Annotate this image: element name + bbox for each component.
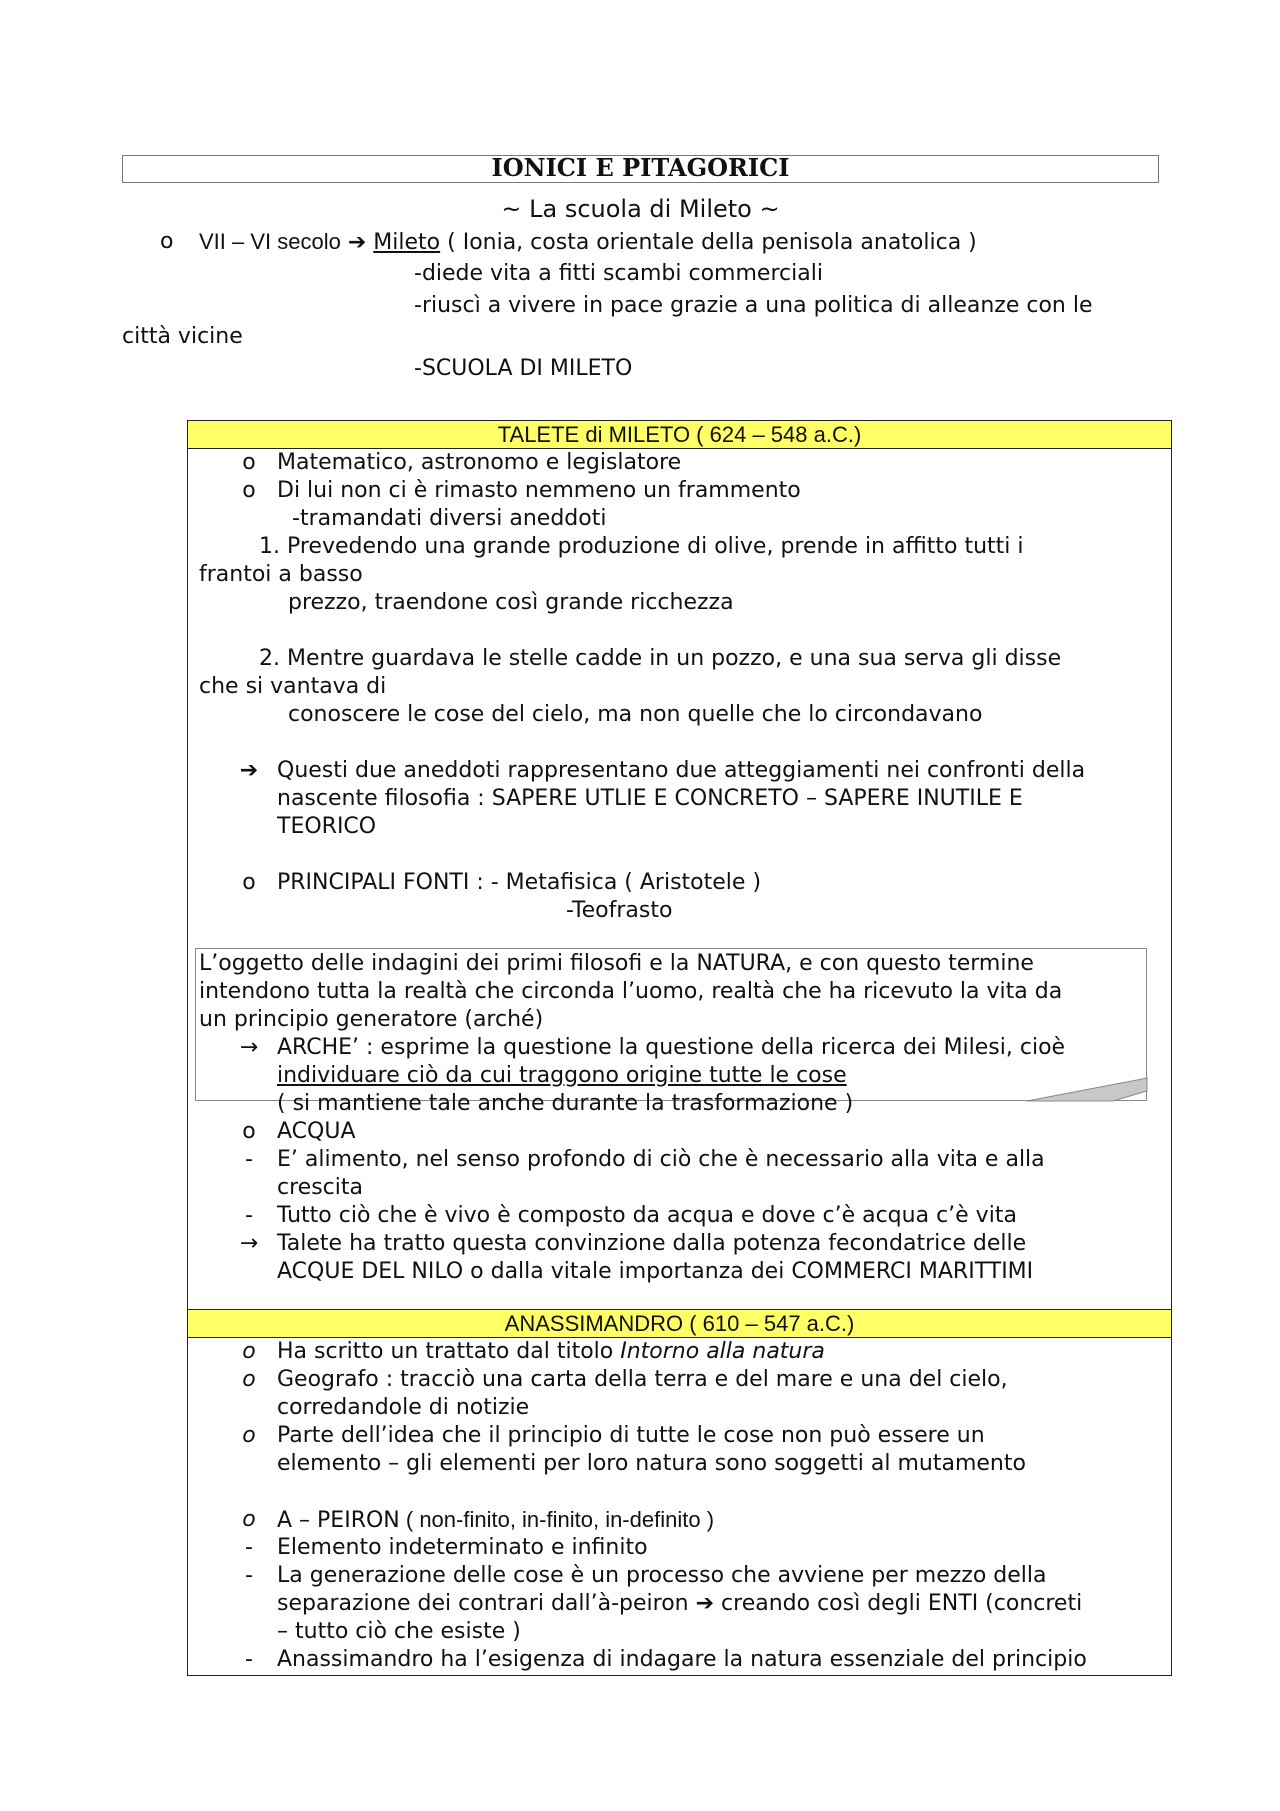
bullet: o [242,1507,256,1532]
intro-line2-wrap: città vicine [122,324,243,349]
anax-b4 [277,1506,714,1535]
intro-line3: -SCUOLA DI MILETO [414,356,633,381]
bullet: o [242,870,256,895]
anax-b3-l2: elemento – gli elementi per loro natura sono soggetti al mutamento [277,1451,1026,1476]
talete-b2-sub: -tramandati diversi aneddoti [292,506,607,531]
anecdote1-l1: 1. Prevedendo una grande produzione di olive, prende in affitto tutti i [259,534,1024,559]
dash: - [245,1203,253,1228]
arche-l2: individuare ciò da cui traggono origine tutte le cose [277,1063,847,1088]
bullet: o [242,478,256,503]
anax-b2-l2: corredandole di notizie [277,1395,530,1420]
note-l2: intendono tutta la realtà che circonda l’uomo, realtà che ha ricevuto la vita da [199,979,1063,1004]
anecdote2-l2: che si vantava di [199,674,387,699]
anax-d2-l3: – tutto ciò che esiste ) [277,1619,521,1644]
bullet: o [242,1423,256,1448]
anax-d2-l2-prefix: separazione dei contrari dall’à-peiron [277,1591,696,1616]
acqua-d2: Tutto ciò che è vivo è composto da acqua e dove c’è acqua c’è vita [277,1203,1017,1228]
subtitle: ~ La scuola di Mileto ~ [501,195,780,223]
intro-line1: -diede vita a fitti scambi commerciali [414,261,823,286]
anassimandro-header: ANASSIMANDRO ( 610 – 547 a.C.) [188,1310,1171,1338]
intro-period: VII – VI secolo [199,229,341,254]
anax-d2-l2-suffix: creando così degli ENTI (concreti [714,1591,1083,1616]
talete-header: TALETE di MILETO ( 624 – 548 a.C.) [188,421,1171,449]
conclusion-l3: TEORICO [277,814,377,839]
arrow-icon: ➔ [239,758,259,783]
talete-b1: Matematico, astronomo e legislatore [277,450,682,475]
arche-l3: ( si mantiene tale anche durante la trasformazione ) [277,1091,854,1116]
anax-d1: Elemento indeterminato e infinito [277,1535,648,1560]
arche-l1: ARCHE’ : esprime la questione la questione della ricerca dei Milesi, cioè [277,1035,1066,1060]
right-arrow-icon: → [239,1231,259,1256]
anecdote2-l1: 2. Mentre guardava le stelle cadde in un pozzo, e una sua serva gli disse [259,646,1062,671]
conclusion-l1: Questi due aneddoti rappresentano due atteggiamenti nei confronti della [277,758,1086,783]
note-fold-icon [1025,1076,1150,1103]
intro-bullet: o [160,229,174,254]
page-title: IONICI E PITAGORICI [491,153,790,182]
intro-city: Mileto [373,230,441,255]
dash: - [245,1147,253,1172]
bullet: o [242,450,256,475]
acqua-r-l1: Talete ha tratto questa convinzione dalla potenza fecondatrice delle [277,1231,1027,1256]
bullet: o [242,1339,256,1364]
anax-d2-l1: La generazione delle cose è un processo che avviene per mezzo della [277,1563,1047,1588]
acqua: ACQUA [277,1119,356,1144]
dash: - [245,1647,253,1672]
conclusion-l2: nascente filosofia : SAPERE UTLIE E CONCRETO – SAPERE INUTILE E [277,786,1023,811]
arrow-icon: ➔ [347,230,367,255]
anax-b4-prefix: A – PEIRON [277,1508,400,1533]
anax-b3-l1: Parte dell’idea che il principio di tutte le cose non può essere un [277,1423,985,1448]
bullet: o [242,1367,256,1392]
intro-line2: -riuscì a vivere in pace grazie a una politica di alleanze con le [414,293,1093,318]
note-l3: un principio generatore (arché) [199,1007,544,1032]
acqua-r-l2: ACQUE DEL NILO o dalla vitale importanza dei COMMERCI MARITTIMI [277,1259,1034,1284]
dash: - [245,1563,253,1588]
anax-d2-l2 [277,1590,1082,1618]
intro-first-line [199,228,977,257]
anax-b4-rest: ( non-finito, in-finito, in-definito ) [399,1507,715,1532]
acqua-d1-l1: E’ alimento, nel senso profondo di ciò che è necessario alla vita e alla [277,1147,1045,1172]
acqua-d1-l2: crescita [277,1175,363,1200]
anax-d3: Anassimandro ha l’esigenza di indagare la natura essenziale del principio [277,1647,1087,1672]
note-l1: L’oggetto delle indagini dei primi filosofi e la NATURA, e con questo termine [199,951,1034,976]
anax-b1-title: Intorno alla natura [620,1339,825,1364]
intro-location: ( Ionia, costa orientale della penisola anatolica ) [447,230,977,255]
anax-b1-prefix: Ha scritto un trattato dal titolo [277,1339,621,1364]
fonti-l2: -Teofrasto [566,898,673,923]
right-arrow-icon: → [239,1035,259,1060]
bullet: o [242,1119,256,1144]
anax-b2-l1: Geografo : tracciò una carta della terra e del mare e una del cielo, [277,1367,1008,1392]
anecdote1-l3: prezzo, traendone così grande ricchezza [288,590,734,615]
anecdote1-l2: frantoi a basso [199,562,363,587]
talete-b2: Di lui non ci è rimasto nemmeno un frammento [277,478,801,503]
dash: - [245,1535,253,1560]
fonti-l1: PRINCIPALI FONTI : - Metafisica ( Aristotele ) [277,870,762,895]
arrow-icon: ➔ [695,1591,715,1616]
anecdote2-l3: conoscere le cose del cielo, ma non quelle che lo circondavano [288,702,983,727]
anax-b1 [277,1338,825,1366]
